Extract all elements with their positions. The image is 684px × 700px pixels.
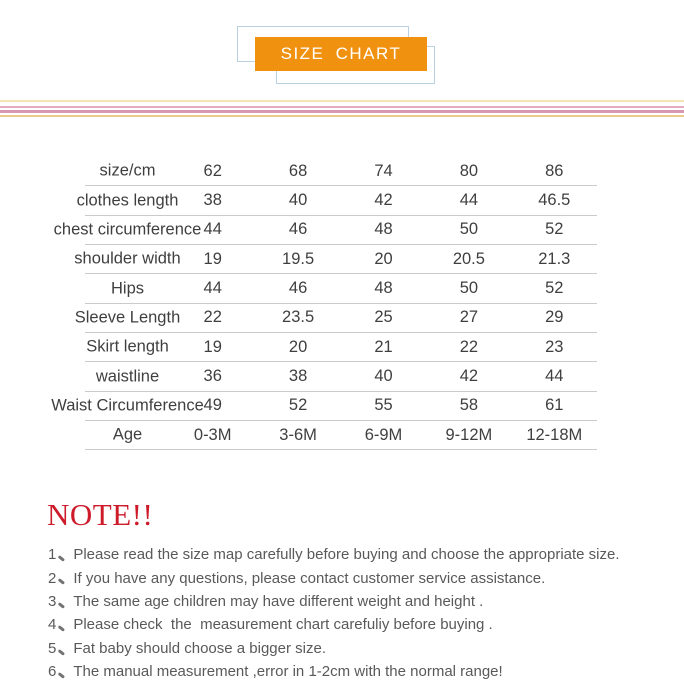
table-cell: 22	[459, 337, 479, 356]
row-label: clothes length	[76, 191, 179, 210]
note-text: The same age children may have different weight and height .	[73, 592, 484, 610]
table-cell: 62	[203, 161, 222, 180]
row-label: Waist Circumference	[51, 396, 204, 415]
table-cell: 49	[203, 396, 222, 415]
table-cell: 9-12M	[445, 425, 493, 444]
table-cell: 50	[459, 279, 479, 298]
table-cell: 19.5	[282, 249, 315, 268]
table-cell: 48	[374, 220, 393, 239]
table-row	[74, 245, 597, 274]
row-label-cell	[74, 245, 181, 273]
table-row	[76, 186, 597, 215]
table-cell: 74	[374, 161, 393, 180]
notes-list	[48, 543, 658, 683]
ideographic-comma	[58, 672, 65, 678]
row-label-cell	[85, 333, 170, 361]
table-cell: 20.5	[452, 249, 485, 268]
table-row	[85, 362, 597, 391]
note-item	[48, 637, 658, 660]
note-number: 1	[48, 546, 57, 564]
table-cell: 22	[203, 308, 222, 327]
note-text: Please read the size map carefully before buying and choose the appropriate size.	[73, 546, 620, 564]
note-item	[48, 613, 658, 636]
row-label-cell	[51, 392, 204, 420]
table-cell: 19	[203, 249, 222, 268]
note-number: 6	[48, 663, 57, 681]
table-cell: 44	[459, 191, 479, 210]
table-cell: 20	[288, 337, 308, 356]
table-cell: 25	[374, 308, 393, 327]
table-cell: 38	[203, 191, 222, 210]
ideographic-comma	[58, 625, 65, 631]
note-number: 4	[48, 616, 57, 634]
row-label-cell	[85, 362, 170, 390]
note-text: The manual measurement ,error in 1-2cm with the normal range!	[73, 663, 503, 681]
row-label: size/cm	[99, 161, 156, 180]
table-cell: 46	[288, 279, 308, 298]
table-cell: 23.5	[282, 308, 315, 327]
stripe-line-pink-light	[0, 106, 684, 108]
table-cell: 61	[545, 396, 564, 415]
table-cell: 80	[459, 161, 479, 180]
table-cell: 52	[288, 396, 308, 415]
table-cell: 42	[459, 367, 479, 386]
table-cell: 68	[288, 161, 308, 180]
table-cell: 44	[203, 220, 222, 239]
row-label: Age	[112, 425, 143, 444]
table-row	[85, 333, 597, 362]
table-cell: 55	[374, 396, 393, 415]
table-row	[53, 216, 597, 245]
table-cell: 27	[459, 308, 479, 327]
note-text: Please check the measurement chart carefuliy before buying .	[73, 616, 493, 634]
table-cell: 58	[459, 396, 479, 415]
table-cell: 42	[374, 191, 393, 210]
ideographic-comma	[58, 602, 65, 608]
table-cell: 29	[545, 308, 564, 327]
table-cell: 86	[545, 161, 564, 180]
row-label-cell	[76, 186, 179, 214]
size-table	[51, 157, 597, 450]
table-cell: 46	[288, 220, 308, 239]
banner-title-box	[255, 37, 427, 71]
table-cell: 36	[203, 367, 222, 386]
row-label: Skirt length	[86, 337, 169, 356]
ideographic-comma	[58, 578, 65, 584]
table-cell: 12-18M	[526, 425, 583, 444]
table-row	[85, 157, 597, 186]
table-cell: 48	[374, 279, 393, 298]
note-number: 3	[48, 592, 57, 610]
row-label: shoulder width	[74, 249, 181, 268]
note-number: 2	[48, 569, 57, 587]
note-item	[48, 590, 658, 613]
ideographic-comma	[58, 649, 65, 655]
banner-title: SIZE CHART	[280, 44, 402, 63]
note-item	[48, 543, 658, 566]
table-row	[74, 304, 597, 333]
note-item	[48, 660, 658, 683]
table-cell: 50	[459, 220, 479, 239]
row-label-cell	[53, 216, 202, 244]
table-cell: 19	[203, 337, 222, 356]
table-cell: 46.5	[538, 191, 571, 210]
table-cell: 23	[545, 337, 564, 356]
table-cell: 44	[203, 279, 222, 298]
row-label: chest circumference	[53, 220, 202, 239]
ideographic-comma	[58, 555, 65, 561]
row-label-cell	[85, 421, 170, 449]
table-cell: 40	[374, 367, 393, 386]
table-cell: 52	[545, 220, 564, 239]
table-cell: 52	[545, 279, 564, 298]
table-cell: 38	[288, 367, 308, 386]
note-text: Fat baby should choose a bigger size.	[73, 639, 326, 657]
table-cell: 20	[374, 249, 393, 268]
row-label: Hips	[110, 279, 145, 298]
row-label-cell	[74, 304, 181, 332]
note-number: 5	[48, 639, 57, 657]
stripe-line-pink-dark	[0, 110, 684, 113]
stripe-line-cream	[0, 100, 684, 102]
table-row	[85, 421, 597, 450]
table-cell: 6-9M	[364, 425, 403, 444]
table-cell: 21	[374, 337, 393, 356]
table-cell: 21.3	[538, 249, 571, 268]
table-cell: 3-6M	[279, 425, 317, 444]
table-row	[51, 392, 597, 421]
row-label-cell	[85, 274, 170, 302]
row-label: Sleeve Length	[74, 308, 181, 327]
note-item	[48, 566, 658, 589]
table-row	[85, 274, 597, 303]
row-label: waistline	[95, 367, 160, 386]
note-heading: NOTE!!	[47, 497, 154, 532]
table-cell: 0-3M	[193, 425, 232, 444]
table-cell: 40	[288, 191, 308, 210]
row-label-cell	[85, 157, 170, 185]
note-text: If you have any questions, please contact customer service assistance.	[73, 569, 546, 587]
table-cell: 44	[545, 367, 564, 386]
stripe-line-gold	[0, 115, 684, 117]
